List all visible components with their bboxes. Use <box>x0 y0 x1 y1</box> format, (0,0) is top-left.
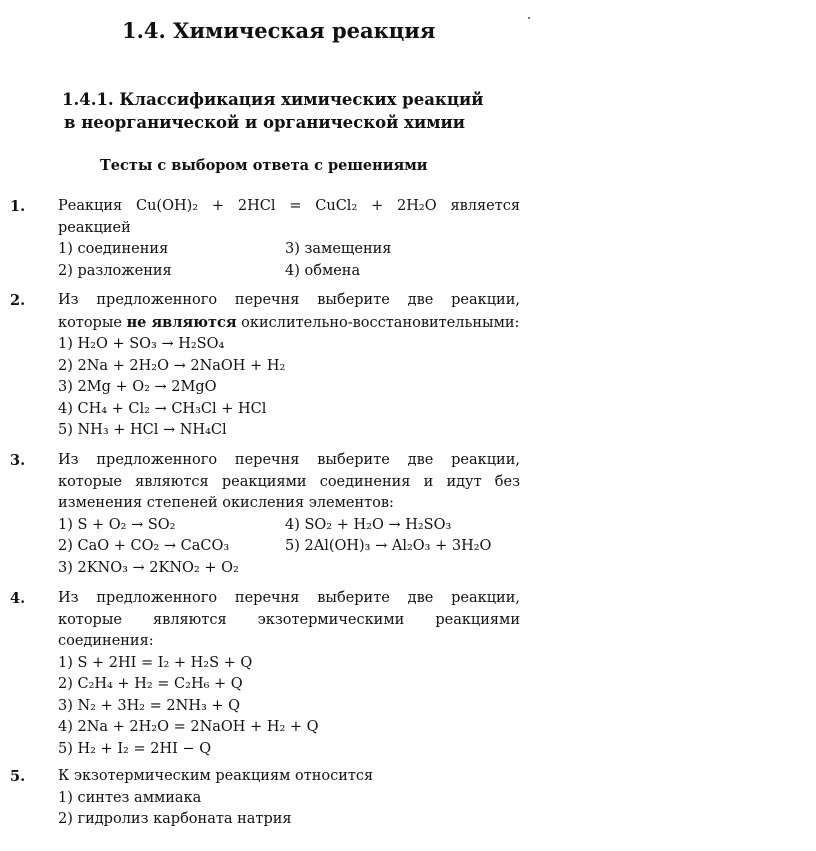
answer-option: 3) 2Mg + O₂ → 2MgO <box>58 379 217 395</box>
answer-option: 4) SO₂ + H₂O → H₂SO₃ <box>285 516 452 533</box>
subsection-title <box>62 88 483 134</box>
answer-option: 4) 2Na + 2H₂O = 2NaOH + H₂ + Q <box>58 719 319 735</box>
answer-option: 5) 2Al(OH)₃ → Al₂O₃ + 3H₂O <box>285 538 492 554</box>
question-number: 2. <box>10 292 26 309</box>
answer-option: 1) S + 2HI = I₂ + H₂S + Q <box>58 654 253 671</box>
answer-option: 2) гидролиз карбоната натрия <box>58 811 292 827</box>
stem-text: окислительно-восстановительными: <box>236 314 520 331</box>
answer-option: 2) разложения <box>58 262 172 279</box>
question-stem: Из предложенного перечня выберите две реакции, которые являются реакциями соединения и идут без изменения степеней окисления элементов: <box>58 452 520 511</box>
answer-option: 2) 2Na + 2H₂O → 2NaOH + H₂ <box>58 357 286 374</box>
answer-option: 4) обмена <box>285 262 361 279</box>
answer-option: 1) синтез аммиака <box>58 789 202 806</box>
answer-option: 4) CH₄ + Cl₂ → CH₃Cl + HCl <box>58 400 267 417</box>
question-4 <box>10 588 520 760</box>
question-stem: Из предложенного перечня выберите две реакции, которые являются экзотермическими реакциями соединения: <box>58 590 520 649</box>
answer-option: 1) H₂O + SO₃ → H₂SO₄ <box>58 336 225 352</box>
scan-speck <box>528 17 530 19</box>
subsection-title-line2: в неорганической и органической химии <box>64 113 466 132</box>
question-5 <box>10 766 520 831</box>
answer-option: 2) C₂H₄ + H₂ = C₂H₆ + Q <box>58 676 243 692</box>
question-number: 5. <box>10 768 26 785</box>
subsection-title-line1: 1.4.1. Классификация химических реакций <box>62 90 484 109</box>
question-number: 3. <box>10 452 26 469</box>
question-1 <box>10 196 520 282</box>
tests-heading: Тесты с выбором ответа с решениями <box>100 157 428 174</box>
answer-option: 5) H₂ + I₂ = 2HI − Q <box>58 740 212 757</box>
section-title: 1.4. Химическая реакция <box>122 18 436 43</box>
answer-option: 1) S + O₂ → SO₂ <box>58 516 176 533</box>
question-stem <box>58 290 520 334</box>
answer-option: 1) соединения <box>58 241 169 257</box>
question-number: 1. <box>10 198 26 215</box>
answer-option: 3) N₂ + 3H₂ = 2NH₃ + Q <box>58 697 241 714</box>
question-2 <box>10 290 520 442</box>
stem-text: Из предложенного перечня выберите две реакции, которые <box>58 292 520 331</box>
answer-option: 3) 2KNO₃ → 2KNO₂ + O₂ <box>58 559 239 576</box>
question-stem: К экзотермическим реакциям относится <box>58 768 374 784</box>
answer-option: 5) NH₃ + HCl → NH₄Cl <box>58 422 227 438</box>
question-stem: Реакция Cu(OH)₂ + 2HCl = CuCl₂ + 2H₂O является реакцией <box>58 198 520 236</box>
answer-option: 3) замещения <box>285 241 392 257</box>
answer-option: 2) CaO + CO₂ → CaCO₃ <box>58 538 230 554</box>
question-number: 4. <box>10 590 26 607</box>
stem-emphasis: не являются <box>126 313 237 331</box>
question-3 <box>10 450 520 579</box>
